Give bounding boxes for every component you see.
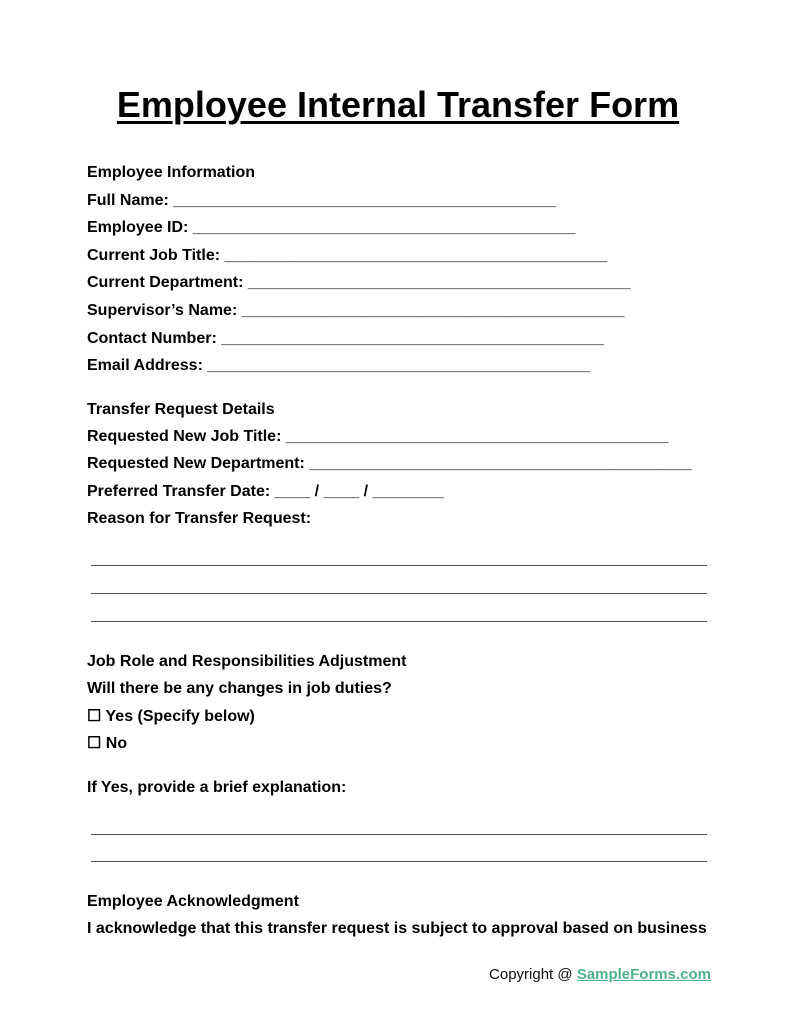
field-label: Contact Number:	[87, 330, 217, 347]
brand-link[interactable]: SampleForms.com	[576, 966, 711, 983]
section-heading-job-role: Job Role and Responsibilities Adjustment	[87, 653, 407, 670]
field-label: Employee ID:	[87, 219, 189, 236]
checkbox-yes[interactable]: ☐ Yes (Specify below)	[87, 708, 255, 725]
job-duties-question: Will there be any changes in job duties?	[87, 680, 392, 697]
checkbox-no[interactable]: ☐ No	[87, 735, 128, 752]
field-blank[interactable]: ___________________________________________	[173, 192, 556, 209]
section-heading-transfer: Transfer Request Details	[87, 401, 275, 418]
field-contact-number[interactable]	[87, 329, 604, 349]
field-blank[interactable]: ____ / ____ / ________	[274, 483, 444, 500]
field-new-job-title[interactable]	[87, 427, 669, 447]
acknowledgment-text: I acknowledge that this transfer request is subject to approval based on business	[87, 920, 707, 937]
page-title: Employee Internal Transfer Form	[116, 84, 680, 125]
field-preferred-date[interactable]	[87, 482, 444, 502]
field-email-address[interactable]	[87, 356, 590, 376]
field-label: Supervisor’s Name:	[87, 302, 238, 319]
reason-line[interactable]	[91, 621, 707, 622]
reason-line[interactable]	[91, 593, 707, 594]
field-full-name[interactable]	[87, 191, 556, 211]
field-blank[interactable]: ___________________________________________	[241, 302, 625, 319]
section-heading-employee-info: Employee Information	[87, 164, 256, 181]
field-blank[interactable]: ___________________________________________	[309, 455, 692, 472]
field-employee-id[interactable]	[87, 218, 575, 238]
explain-line[interactable]	[91, 861, 707, 862]
field-blank[interactable]: ___________________________________________	[192, 219, 576, 236]
field-current-job-title[interactable]	[87, 246, 607, 266]
copyright-prefix: Copyright @	[489, 966, 577, 983]
section-heading-acknowledgment: Employee Acknowledgment	[87, 893, 299, 910]
field-new-department[interactable]	[87, 454, 692, 474]
field-current-department[interactable]	[87, 273, 631, 293]
field-label: Requested New Department:	[87, 455, 305, 472]
field-label: Current Department:	[87, 274, 244, 291]
field-blank[interactable]: ___________________________________________	[224, 247, 608, 264]
field-label: Full Name:	[87, 192, 169, 209]
explain-label: If Yes, provide a brief explanation:	[87, 779, 347, 796]
field-blank[interactable]: ___________________________________________	[285, 428, 669, 445]
reason-line[interactable]	[91, 565, 707, 566]
field-blank[interactable]: ___________________________________________	[247, 274, 631, 291]
field-supervisor-name[interactable]	[87, 301, 624, 321]
field-blank[interactable]: ___________________________________________	[207, 357, 590, 374]
field-blank[interactable]: ___________________________________________	[221, 330, 604, 347]
field-label: Preferred Transfer Date:	[87, 483, 271, 500]
explain-line[interactable]	[91, 834, 707, 835]
field-label: Email Address:	[87, 357, 203, 374]
field-label: Current Job Title:	[87, 247, 221, 264]
copyright-footer	[489, 966, 711, 983]
reason-label: Reason for Transfer Request:	[87, 510, 312, 527]
field-label: Requested New Job Title:	[87, 428, 282, 445]
